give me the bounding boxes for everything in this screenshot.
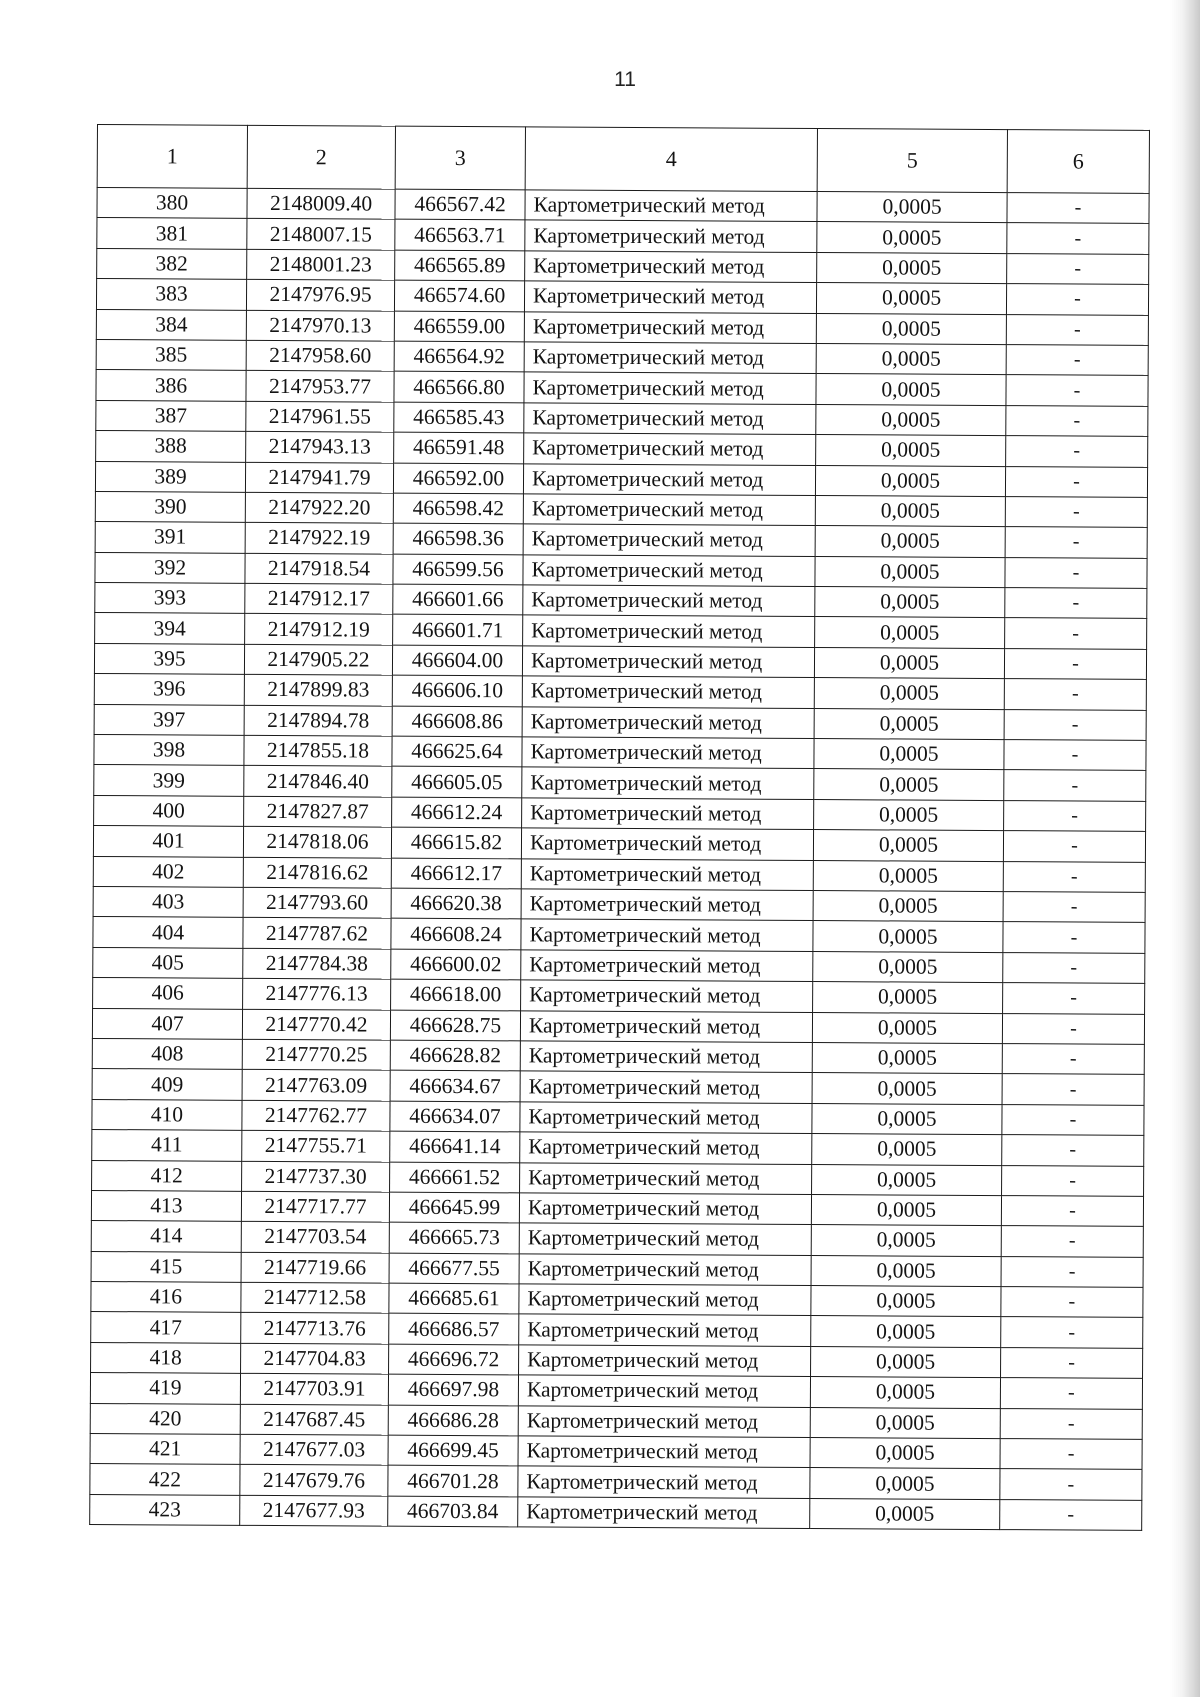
method-cell: Картометрический метод (523, 555, 815, 587)
description-cell: - (1000, 1378, 1142, 1409)
x-coordinate-cell: 2147763.09 (242, 1070, 390, 1101)
x-coordinate-cell: 2147941.79 (245, 462, 393, 493)
description-cell: - (1005, 466, 1147, 497)
x-coordinate-cell: 2147912.17 (245, 583, 393, 614)
point-number-cell: 395 (94, 643, 244, 674)
x-coordinate-cell: 2147704.83 (241, 1343, 389, 1374)
point-number-cell: 396 (94, 674, 244, 705)
method-cell: Картометрический метод (522, 767, 814, 799)
description-cell: - (1002, 1013, 1144, 1044)
description-cell: - (1001, 1226, 1143, 1257)
method-cell: Картометрический метод (521, 919, 813, 951)
method-cell: Картометрический метод (522, 676, 814, 708)
point-number-cell: 381 (97, 218, 247, 249)
y-coordinate-cell: 466565.89 (395, 250, 525, 281)
x-coordinate-cell: 2147712.58 (241, 1282, 389, 1313)
point-number-cell: 409 (92, 1069, 242, 1100)
accuracy-cell: 0,0005 (816, 343, 1006, 374)
y-coordinate-cell: 466615.82 (391, 827, 521, 858)
coordinates-table (89, 124, 1150, 1531)
method-cell: Картометрический метод (518, 1405, 810, 1437)
x-coordinate-cell: 2147961.55 (246, 401, 394, 432)
accuracy-cell: 0,0005 (810, 1498, 1000, 1529)
y-coordinate-cell: 466585.43 (394, 402, 524, 433)
description-cell: - (1001, 1347, 1143, 1378)
accuracy-cell: 0,0005 (815, 526, 1005, 557)
method-cell: Картометрический метод (519, 1314, 811, 1346)
x-coordinate-cell: 2147770.25 (242, 1039, 390, 1070)
point-number-cell: 406 (93, 978, 243, 1009)
y-coordinate-cell: 466567.42 (395, 189, 525, 220)
description-cell: - (1002, 1135, 1144, 1166)
method-cell: Картометрический метод (519, 1223, 811, 1255)
scan-edge-shadow (1170, 0, 1200, 1697)
x-coordinate-cell: 2148001.23 (247, 249, 395, 280)
point-number-cell: 388 (96, 431, 246, 462)
point-number-cell: 403 (93, 886, 243, 917)
x-coordinate-cell: 2148007.15 (247, 219, 395, 250)
point-number-cell: 407 (92, 1008, 242, 1039)
method-cell: Картометрический метод (520, 1041, 812, 1073)
accuracy-cell: 0,0005 (814, 799, 1004, 830)
x-coordinate-cell: 2147679.76 (240, 1465, 388, 1496)
description-cell: - (1000, 1469, 1142, 1500)
accuracy-cell: 0,0005 (816, 374, 1006, 405)
accuracy-cell: 0,0005 (817, 252, 1007, 283)
x-coordinate-cell: 2147816.62 (243, 857, 391, 888)
accuracy-cell: 0,0005 (813, 860, 1003, 891)
x-coordinate-cell: 2147976.95 (246, 280, 394, 311)
accuracy-cell: 0,0005 (813, 830, 1003, 861)
accuracy-cell: 0,0005 (816, 313, 1006, 344)
method-cell: Картометрический метод (519, 1193, 811, 1225)
description-cell: - (1006, 314, 1148, 345)
y-coordinate-cell: 466665.73 (389, 1222, 519, 1253)
x-coordinate-cell: 2147918.54 (245, 553, 393, 584)
y-coordinate-cell: 466605.05 (392, 767, 522, 798)
point-number-cell: 397 (94, 704, 244, 735)
y-coordinate-cell: 466608.24 (391, 919, 521, 950)
method-cell: Картометрический метод (524, 342, 816, 374)
y-coordinate-cell: 466645.99 (389, 1192, 519, 1223)
description-cell: - (1006, 345, 1148, 376)
description-cell: - (1005, 588, 1147, 619)
accuracy-cell: 0,0005 (817, 222, 1007, 253)
y-coordinate-cell: 466608.86 (392, 706, 522, 737)
description-cell: - (1004, 709, 1146, 740)
point-number-cell: 410 (92, 1099, 242, 1130)
accuracy-cell: 0,0005 (813, 890, 1003, 921)
method-cell: Картометрический метод (520, 1102, 812, 1134)
column-header: 5 (817, 129, 1007, 193)
point-number-cell: 402 (93, 856, 243, 887)
method-cell: Картометрический метод (521, 858, 813, 890)
method-cell: Картометрический метод (520, 1132, 812, 1164)
column-header: 1 (97, 125, 247, 189)
accuracy-cell: 0,0005 (811, 1286, 1001, 1317)
point-number-cell: 416 (91, 1282, 241, 1313)
method-cell: Картометрический метод (519, 1254, 811, 1286)
accuracy-cell: 0,0005 (810, 1438, 1000, 1469)
y-coordinate-cell: 466634.67 (390, 1070, 520, 1101)
x-coordinate-cell: 2147818.06 (243, 827, 391, 858)
y-coordinate-cell: 466641.14 (390, 1131, 520, 1162)
method-cell: Картометрический метод (520, 1010, 812, 1042)
point-number-cell: 417 (91, 1312, 241, 1343)
method-cell: Картометрический метод (525, 251, 817, 283)
accuracy-cell: 0,0005 (811, 1316, 1001, 1347)
y-coordinate-cell: 466661.52 (390, 1162, 520, 1193)
description-cell: - (1002, 1074, 1144, 1105)
x-coordinate-cell: 2147717.77 (241, 1191, 389, 1222)
x-coordinate-cell: 2147922.19 (245, 523, 393, 554)
point-number-cell: 390 (95, 491, 245, 522)
method-cell: Картометрический метод (521, 950, 813, 982)
description-cell: - (1007, 253, 1149, 284)
point-number-cell: 386 (96, 370, 246, 401)
y-coordinate-cell: 466696.72 (389, 1344, 519, 1375)
x-coordinate-cell: 2147827.87 (244, 796, 392, 827)
method-cell: Картометрический метод (519, 1345, 811, 1377)
y-coordinate-cell: 466606.10 (392, 675, 522, 706)
column-header: 2 (247, 125, 395, 189)
accuracy-cell: 0,0005 (813, 982, 1003, 1013)
method-cell: Картометрический метод (520, 1162, 812, 1194)
point-number-cell: 382 (97, 248, 247, 279)
description-cell: - (1004, 648, 1146, 679)
y-coordinate-cell: 466564.92 (394, 341, 524, 372)
x-coordinate-cell: 2147770.42 (242, 1009, 390, 1040)
y-coordinate-cell: 466625.64 (392, 736, 522, 767)
accuracy-cell: 0,0005 (812, 1164, 1002, 1195)
description-cell: - (1004, 679, 1146, 710)
y-coordinate-cell: 466634.07 (390, 1101, 520, 1132)
table-header-row (97, 125, 1149, 194)
point-number-cell: 412 (92, 1160, 242, 1191)
point-number-cell: 383 (96, 279, 246, 310)
accuracy-cell: 0,0005 (810, 1407, 1000, 1438)
x-coordinate-cell: 2147953.77 (246, 371, 394, 402)
method-cell: Картометрический метод (523, 524, 815, 556)
method-cell: Картометрический метод (518, 1466, 810, 1498)
point-number-cell: 398 (94, 735, 244, 766)
accuracy-cell: 0,0005 (814, 678, 1004, 709)
accuracy-cell: 0,0005 (811, 1225, 1001, 1256)
y-coordinate-cell: 466601.71 (393, 615, 523, 646)
description-cell: - (1000, 1499, 1142, 1530)
x-coordinate-cell: 2147846.40 (244, 766, 392, 797)
column-header: 6 (1007, 130, 1149, 194)
x-coordinate-cell: 2147703.54 (241, 1222, 389, 1253)
x-coordinate-cell: 2148009.40 (247, 188, 395, 219)
point-number-cell: 385 (96, 339, 246, 370)
y-coordinate-cell: 466699.45 (388, 1435, 518, 1466)
accuracy-cell: 0,0005 (810, 1377, 1000, 1408)
y-coordinate-cell: 466612.24 (392, 797, 522, 828)
x-coordinate-cell: 2147899.83 (244, 675, 392, 706)
description-cell: - (1006, 284, 1148, 315)
x-coordinate-cell: 2147776.13 (243, 978, 391, 1009)
y-coordinate-cell: 466686.28 (388, 1405, 518, 1436)
point-number-cell: 414 (91, 1221, 241, 1252)
method-cell: Картометрический метод (525, 220, 817, 252)
y-coordinate-cell: 466620.38 (391, 888, 521, 919)
page-number: 11 (614, 68, 636, 91)
accuracy-cell: 0,0005 (810, 1468, 1000, 1499)
x-coordinate-cell: 2147687.45 (240, 1404, 388, 1435)
accuracy-cell: 0,0005 (815, 556, 1005, 587)
method-cell: Картометрический метод (524, 311, 816, 343)
description-cell: - (1001, 1195, 1143, 1226)
y-coordinate-cell: 466604.00 (392, 645, 522, 676)
y-coordinate-cell: 466600.02 (391, 949, 521, 980)
method-cell: Картометрический метод (524, 403, 816, 435)
x-coordinate-cell: 2147787.62 (243, 918, 391, 949)
y-coordinate-cell: 466618.00 (391, 979, 521, 1010)
x-coordinate-cell: 2147677.03 (240, 1434, 388, 1465)
x-coordinate-cell: 2147719.66 (241, 1252, 389, 1283)
point-number-cell: 393 (95, 583, 245, 614)
description-cell: - (1006, 436, 1148, 467)
accuracy-cell: 0,0005 (812, 1073, 1002, 1104)
description-cell: - (1003, 861, 1145, 892)
y-coordinate-cell: 466686.57 (389, 1314, 519, 1345)
point-number-cell: 404 (93, 917, 243, 948)
method-cell: Картометрический метод (523, 494, 815, 526)
y-coordinate-cell: 466612.17 (391, 858, 521, 889)
x-coordinate-cell: 2147793.60 (243, 887, 391, 918)
table-row (90, 1494, 1142, 1530)
y-coordinate-cell: 466566.80 (394, 372, 524, 403)
description-cell: - (1002, 1104, 1144, 1135)
method-cell: Картометрический метод (522, 707, 814, 739)
y-coordinate-cell: 466628.82 (390, 1040, 520, 1071)
description-cell: - (1007, 223, 1149, 254)
description-cell: - (1000, 1439, 1142, 1470)
accuracy-cell: 0,0005 (816, 435, 1006, 466)
description-cell: - (1004, 770, 1146, 801)
point-number-cell: 405 (93, 947, 243, 978)
point-number-cell: 392 (95, 552, 245, 583)
description-cell: - (1006, 405, 1148, 436)
method-cell: Картометрический метод (523, 615, 815, 647)
method-cell: Картометрический метод (518, 1497, 810, 1529)
accuracy-cell: 0,0005 (812, 1042, 1002, 1073)
description-cell: - (1002, 1044, 1144, 1075)
description-cell: - (1003, 952, 1145, 983)
y-coordinate-cell: 466601.66 (393, 584, 523, 615)
point-number-cell: 391 (95, 522, 245, 553)
x-coordinate-cell: 2147762.77 (242, 1100, 390, 1131)
point-number-cell: 401 (93, 826, 243, 857)
description-cell: - (1005, 527, 1147, 558)
x-coordinate-cell: 2147912.19 (245, 614, 393, 645)
description-cell: - (1004, 800, 1146, 831)
point-number-cell: 408 (92, 1038, 242, 1069)
y-coordinate-cell: 466685.61 (389, 1283, 519, 1314)
method-cell: Картометрический метод (521, 828, 813, 860)
accuracy-cell: 0,0005 (816, 283, 1006, 314)
point-number-cell: 387 (96, 400, 246, 431)
method-cell: Картометрический метод (522, 646, 814, 678)
accuracy-cell: 0,0005 (813, 951, 1003, 982)
point-number-cell: 413 (91, 1190, 241, 1221)
method-cell: Картометрический метод (523, 585, 815, 617)
x-coordinate-cell: 2147677.93 (240, 1495, 388, 1526)
y-coordinate-cell: 466574.60 (394, 280, 524, 311)
accuracy-cell: 0,0005 (812, 1134, 1002, 1165)
accuracy-cell: 0,0005 (815, 465, 1005, 496)
description-cell: - (1003, 831, 1145, 862)
accuracy-cell: 0,0005 (812, 1012, 1002, 1043)
point-number-cell: 411 (92, 1130, 242, 1161)
point-number-cell: 420 (90, 1403, 240, 1434)
description-cell: - (1004, 740, 1146, 771)
point-number-cell: 422 (90, 1464, 240, 1495)
y-coordinate-cell: 466592.00 (393, 463, 523, 494)
point-number-cell: 384 (96, 309, 246, 340)
description-cell: - (1007, 193, 1149, 224)
method-cell: Картометрический метод (521, 980, 813, 1012)
x-coordinate-cell: 2147958.60 (246, 340, 394, 371)
point-number-cell: 419 (90, 1373, 240, 1404)
accuracy-cell: 0,0005 (817, 192, 1007, 223)
column-header: 4 (525, 127, 817, 192)
accuracy-cell: 0,0005 (811, 1194, 1001, 1225)
x-coordinate-cell: 2147970.13 (246, 310, 394, 341)
x-coordinate-cell: 2147894.78 (244, 705, 392, 736)
description-cell: - (1001, 1256, 1143, 1287)
point-number-cell: 380 (97, 188, 247, 219)
point-number-cell: 399 (94, 765, 244, 796)
table-body (90, 188, 1149, 1531)
accuracy-cell: 0,0005 (816, 404, 1006, 435)
accuracy-cell: 0,0005 (814, 739, 1004, 770)
point-number-cell: 415 (91, 1251, 241, 1282)
description-cell: - (1000, 1408, 1142, 1439)
method-cell: Картометрический метод (519, 1284, 811, 1316)
y-coordinate-cell: 466591.48 (394, 432, 524, 463)
description-cell: - (1005, 618, 1147, 649)
method-cell: Картометрический метод (518, 1436, 810, 1468)
x-coordinate-cell: 2147703.91 (240, 1374, 388, 1405)
description-cell: - (1003, 922, 1145, 953)
x-coordinate-cell: 2147737.30 (242, 1161, 390, 1192)
y-coordinate-cell: 466703.84 (388, 1496, 518, 1527)
x-coordinate-cell: 2147713.76 (241, 1313, 389, 1344)
y-coordinate-cell: 466563.71 (395, 220, 525, 251)
accuracy-cell: 0,0005 (811, 1346, 1001, 1377)
accuracy-cell: 0,0005 (814, 647, 1004, 678)
method-cell: Картометрический метод (522, 737, 814, 769)
x-coordinate-cell: 2147855.18 (244, 735, 392, 766)
method-cell: Картометрический метод (523, 463, 815, 495)
method-cell: Картометрический метод (524, 372, 816, 404)
x-coordinate-cell: 2147905.22 (244, 644, 392, 675)
description-cell: - (1003, 892, 1145, 923)
accuracy-cell: 0,0005 (814, 769, 1004, 800)
coordinates-table-container (89, 124, 1150, 1531)
y-coordinate-cell: 466697.98 (388, 1374, 518, 1405)
point-number-cell: 400 (94, 795, 244, 826)
accuracy-cell: 0,0005 (815, 495, 1005, 526)
point-number-cell: 423 (90, 1494, 240, 1525)
point-number-cell: 394 (95, 613, 245, 644)
column-header: 3 (395, 126, 525, 190)
accuracy-cell: 0,0005 (815, 617, 1005, 648)
y-coordinate-cell: 466701.28 (388, 1466, 518, 1497)
point-number-cell: 421 (90, 1433, 240, 1464)
accuracy-cell: 0,0005 (814, 708, 1004, 739)
method-cell: Картометрический метод (518, 1375, 810, 1407)
y-coordinate-cell: 466599.56 (393, 554, 523, 585)
accuracy-cell: 0,0005 (811, 1255, 1001, 1286)
point-number-cell: 389 (95, 461, 245, 492)
y-coordinate-cell: 466677.55 (389, 1253, 519, 1284)
y-coordinate-cell: 466559.00 (394, 311, 524, 342)
description-cell: - (1005, 557, 1147, 588)
y-coordinate-cell: 466598.42 (393, 493, 523, 524)
y-coordinate-cell: 466628.75 (390, 1010, 520, 1041)
accuracy-cell: 0,0005 (815, 587, 1005, 618)
description-cell: - (1002, 1165, 1144, 1196)
method-cell: Картометрический метод (524, 281, 816, 313)
description-cell: - (1001, 1317, 1143, 1348)
description-cell: - (1001, 1287, 1143, 1318)
point-number-cell: 418 (91, 1342, 241, 1373)
method-cell: Картометрический метод (521, 889, 813, 921)
x-coordinate-cell: 2147784.38 (243, 948, 391, 979)
accuracy-cell: 0,0005 (812, 1103, 1002, 1134)
x-coordinate-cell: 2147755.71 (242, 1130, 390, 1161)
y-coordinate-cell: 466598.36 (393, 523, 523, 554)
accuracy-cell: 0,0005 (813, 921, 1003, 952)
method-cell: Картометрический метод (520, 1071, 812, 1103)
description-cell: - (1005, 496, 1147, 527)
method-cell: Картометрический метод (522, 798, 814, 830)
method-cell: Картометрический метод (524, 433, 816, 465)
description-cell: - (1003, 983, 1145, 1014)
description-cell: - (1006, 375, 1148, 406)
x-coordinate-cell: 2147922.20 (245, 492, 393, 523)
method-cell: Картометрический метод (525, 190, 817, 222)
x-coordinate-cell: 2147943.13 (246, 431, 394, 462)
